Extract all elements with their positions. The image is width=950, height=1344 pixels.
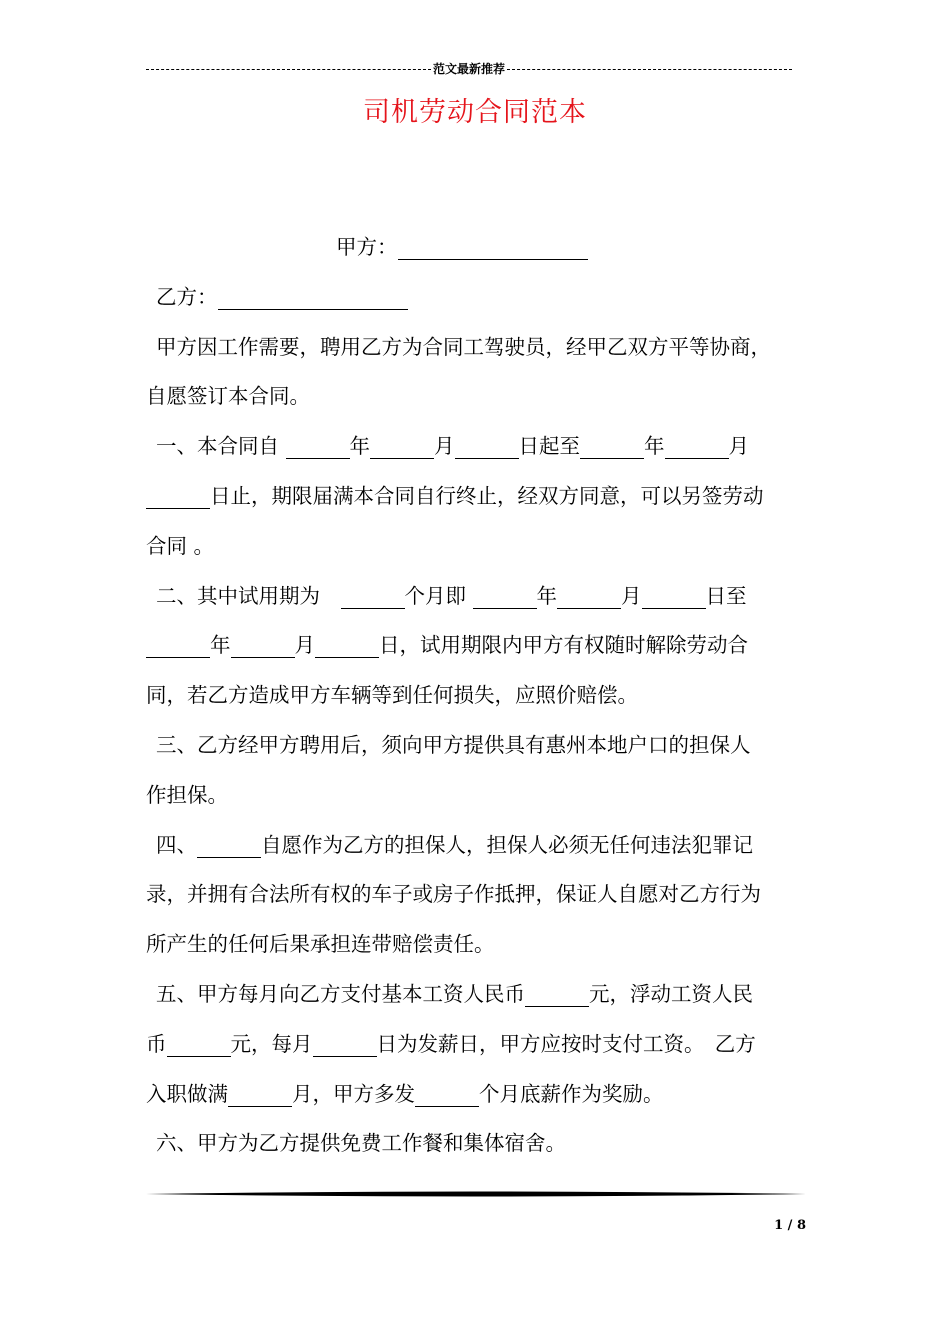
party-b-line <box>146 273 814 323</box>
party-b-blank <box>218 283 408 310</box>
footer-rule <box>146 1190 806 1198</box>
blank <box>315 631 379 658</box>
blank <box>525 980 589 1007</box>
blank <box>167 1030 231 1057</box>
clause-6-text: 六、甲方为乙方提供免费工作餐和集体宿舍。 <box>156 1131 566 1156</box>
clause-5-text-f: 入职做满 <box>146 1081 228 1106</box>
clause-1-from: 日起至 <box>518 434 581 459</box>
clause-5-text-c: 币 <box>146 1031 167 1056</box>
blank <box>642 582 706 609</box>
clause-5-text-g: 月，甲方多发 <box>292 1081 415 1106</box>
blank <box>286 432 350 459</box>
clause-2-to: 日至 <box>705 583 747 608</box>
clause-2-month-2: 月 <box>294 633 315 658</box>
clause-5-text-e: 日为发薪日，甲方应按时支付工资。 乙方 <box>376 1031 756 1056</box>
contract-body <box>146 223 814 1169</box>
blank <box>473 582 537 609</box>
clause-3-text-2: 作担保。 <box>146 782 228 807</box>
header-banner-label: 范文最新推荐 <box>433 62 506 76</box>
clause-1-year-2: 年 <box>644 434 665 459</box>
clause-2-text-2: 日，试用期限内甲方有权随时解除劳动合 <box>379 633 748 658</box>
clause-2-text: 二、其中试用期为 <box>156 583 320 608</box>
clause-1-line-3 <box>146 522 814 572</box>
party-a-label: 甲方： <box>336 235 398 259</box>
clause-5-text-h: 个月底薪作为奖励。 <box>479 1081 664 1106</box>
clause-6-line-1 <box>146 1119 814 1169</box>
header-dash-right <box>507 69 792 70</box>
clause-5-text-d: 元，每月 <box>230 1031 313 1056</box>
clause-4-text-3: 所产生的任何后果承担连带赔偿责任。 <box>146 932 495 957</box>
clause-4-line-3 <box>146 920 814 970</box>
blank <box>146 482 210 509</box>
clause-5-line-1 <box>146 970 814 1020</box>
blank <box>665 432 729 459</box>
clause-1-line-1 <box>146 422 814 472</box>
clause-2-line-2 <box>146 621 814 671</box>
clause-5-text-b: 元，浮动工资人民 <box>589 981 753 1006</box>
preamble-line-1 <box>146 323 814 373</box>
clause-2-year: 年 <box>536 583 558 608</box>
clause-1-text: 一、本合同自 <box>156 434 279 459</box>
blank <box>557 582 621 609</box>
preamble-text-2: 自愿签订本合同。 <box>146 384 310 409</box>
blank <box>146 631 210 658</box>
clause-2-line-3 <box>146 671 814 721</box>
party-a-line <box>146 223 814 273</box>
clause-1-text-3: 合同 。 <box>146 533 215 558</box>
clause-4-text: 自愿作为乙方的担保人，担保人必须无任何违法犯罪记 <box>261 832 753 857</box>
preamble-text-1: 甲方因工作需要，聘用乙方为合同工驾驶员，经甲乙双方平等协商， <box>156 334 771 359</box>
preamble-line-2 <box>146 372 814 422</box>
blank <box>580 432 644 459</box>
clause-1-month-2: 月 <box>728 434 750 459</box>
blank <box>341 582 405 609</box>
blank <box>415 1080 479 1107</box>
blank <box>370 432 434 459</box>
clause-3-text: 三、乙方经甲方聘用后，须向甲方提供具有惠州本地户口的担保人 <box>156 732 751 757</box>
clause-1-text-2: 日止，期限届满本合同自行终止，经双方同意，可以另签劳动 <box>210 483 764 508</box>
header-dash-left <box>146 69 431 70</box>
clause-5-line-2 <box>146 1020 814 1070</box>
page-number: 1 / 8 <box>774 1218 806 1233</box>
clause-1-year: 年 <box>349 434 371 459</box>
clause-2-line-1 <box>146 572 814 622</box>
party-a-blank <box>398 233 588 260</box>
clause-4-number: 四、 <box>156 832 197 857</box>
clause-2-year-2: 年 <box>210 633 231 658</box>
clause-3-line-1 <box>146 721 814 771</box>
clause-4-line-1 <box>146 821 814 871</box>
blank <box>228 1080 292 1107</box>
blank <box>197 831 261 858</box>
blank <box>455 432 519 459</box>
clause-5-line-3 <box>146 1070 814 1120</box>
blank <box>231 631 295 658</box>
clause-3-line-2 <box>146 771 814 821</box>
document-title: 司机劳动合同范本 <box>363 97 587 128</box>
clause-1-line-2 <box>146 472 814 522</box>
clause-4-text-2: 录，并拥有合法所有权的车子或房子作抵押，保证人自愿对乙方行为 <box>146 882 761 907</box>
clause-2-months: 个月即 <box>404 583 466 608</box>
party-b-label: 乙方： <box>156 284 218 309</box>
blank <box>313 1030 377 1057</box>
clause-2-month: 月 <box>621 583 642 608</box>
clause-5-text: 五、甲方每月向乙方支付基本工资人民币 <box>156 981 525 1006</box>
header-banner <box>146 60 792 77</box>
clause-1-month: 月 <box>434 434 455 459</box>
clause-2-text-3: 同，若乙方造成甲方车辆等到任何损失，应照价赔偿。 <box>146 683 638 708</box>
clause-4-line-2 <box>146 870 814 920</box>
